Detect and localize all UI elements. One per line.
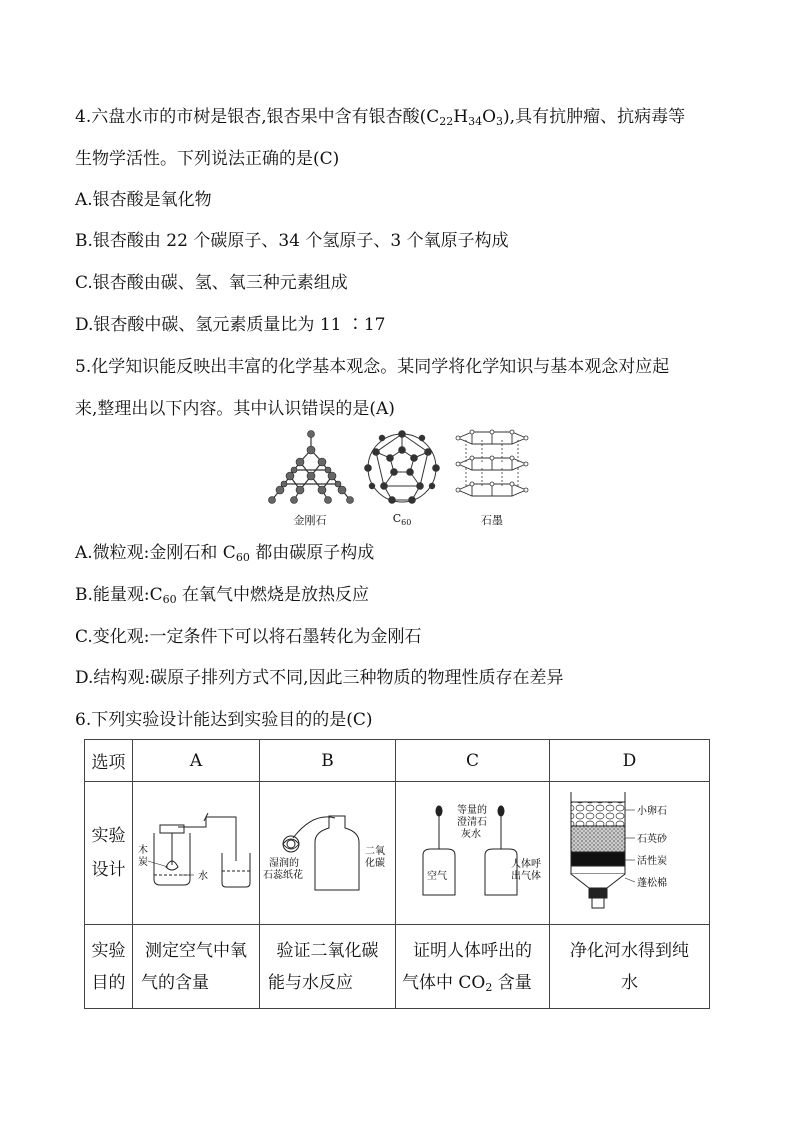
q5-option-d: D.结构观:碳原子排列方式不同,因此三种物质的物理性质存在差异: [75, 668, 564, 688]
c60-label: $C_{60}$: [392, 512, 412, 527]
header-cell-d: D: [550, 740, 710, 782]
label-charcoal-2: 炭: [138, 857, 148, 868]
q5-stem-line1: 5.化学知识能反映出丰富的化学基本观念。某同学将化学知识与基本观念对应起: [75, 357, 670, 377]
q4-option-b: B.银杏酸由 22 个碳原子、34 个氢原子、3 个氧原子构成: [75, 231, 509, 251]
water-filter-apparatus-image: [565, 788, 695, 918]
row-label-goal: 实验 目的: [85, 925, 133, 1009]
label-carbon: 活性炭: [636, 856, 667, 867]
label-air: 空气: [426, 871, 447, 882]
q4-stem-line1: 4.六盘水市的市树是银杏,银杏果中含有银杏酸$(C_{22}H_{34}O_3)$,具有抗肿瘤、抗病毒等: [75, 107, 686, 128]
table-header-row: [85, 740, 710, 782]
c60-structure-image: [362, 428, 442, 508]
goal-cell-d: 净化河水得到纯 水: [550, 925, 710, 1009]
label-co2-1: 二氧: [364, 846, 385, 857]
q6-stem: 6.下列实验设计能达到实验目的的是(C): [75, 710, 373, 730]
table-row-goal: [85, 925, 710, 1009]
label-cotton: 蓬松棉: [636, 878, 667, 889]
label-pebble: 小卵石: [636, 806, 667, 817]
diagram-cell-c: [396, 782, 550, 925]
label-breath-2: 出气体: [510, 871, 541, 882]
q4-option-a: A.银杏酸是氧化物: [75, 190, 212, 210]
diamond-label: 金刚石: [293, 514, 327, 527]
header-cell-option: 选项: [85, 740, 133, 782]
label-lime-1: 等量的: [456, 805, 487, 816]
label-charcoal-1: 木: [138, 845, 148, 856]
graphite-structure-image: [452, 428, 532, 508]
label-lime-3: 灰水: [460, 829, 481, 840]
label-breath-1: 人体呼: [510, 859, 541, 870]
header-cell-a: A: [133, 740, 260, 782]
q5-option-b: B.能量观$:C_{60}$ 在氧气中燃烧是放热反应: [75, 585, 370, 606]
goal-cell-b: 验证二氧化碳 能与水反应: [260, 925, 396, 1009]
goal-cell-a: 测定空气中氧 气的含量: [133, 925, 260, 1009]
goal-cell-c: 证明人体呼出的 气体中 $CO_2$ 含量: [396, 925, 550, 1009]
q4-option-d: D.银杏酸中碳、氢元素质量比为 11 ∶17: [75, 315, 386, 335]
q5-option-a: A.微粒观:金刚石和 $C_{60}$ 都由碳原子构成: [75, 543, 375, 564]
label-paper-2: 石蕊纸花: [262, 870, 303, 881]
label-co2-2: 化碳: [364, 858, 385, 869]
diagram-cell-d: [550, 782, 710, 925]
label-sand: 石英砂: [636, 834, 667, 845]
co2-litmus-apparatus-image: [263, 808, 393, 898]
diagram-cell-b: [260, 782, 396, 925]
row-label-design: 实验 设计: [85, 782, 133, 925]
q4-stem-line2: 生物学活性。下列说法正确的是(C): [75, 149, 340, 169]
header-cell-c: C: [396, 740, 550, 782]
q5-stem-line2: 来,整理出以下内容。其中认识错误的是(A): [75, 399, 395, 419]
carbon-allotropes-figure: [262, 428, 542, 532]
diagram-cell-a: [133, 782, 260, 925]
experiment-table: [84, 739, 710, 1009]
table-row-design: [85, 782, 710, 925]
diamond-structure-image: [266, 428, 356, 508]
exhaled-gas-apparatus-image: [399, 803, 547, 903]
oxygen-measure-apparatus-image: [136, 813, 256, 893]
header-cell-b: B: [260, 740, 396, 782]
q5-option-c: C.变化观:一定条件下可以将石墨转化为金刚石: [75, 627, 422, 647]
q4-option-c: C.银杏酸由碳、氢、氧三种元素组成: [75, 273, 348, 293]
label-water: 水: [198, 871, 208, 882]
graphite-label: 石墨: [481, 514, 503, 527]
label-paper-1: 湿润的: [268, 858, 299, 869]
label-lime-2: 澄清石: [456, 817, 487, 828]
